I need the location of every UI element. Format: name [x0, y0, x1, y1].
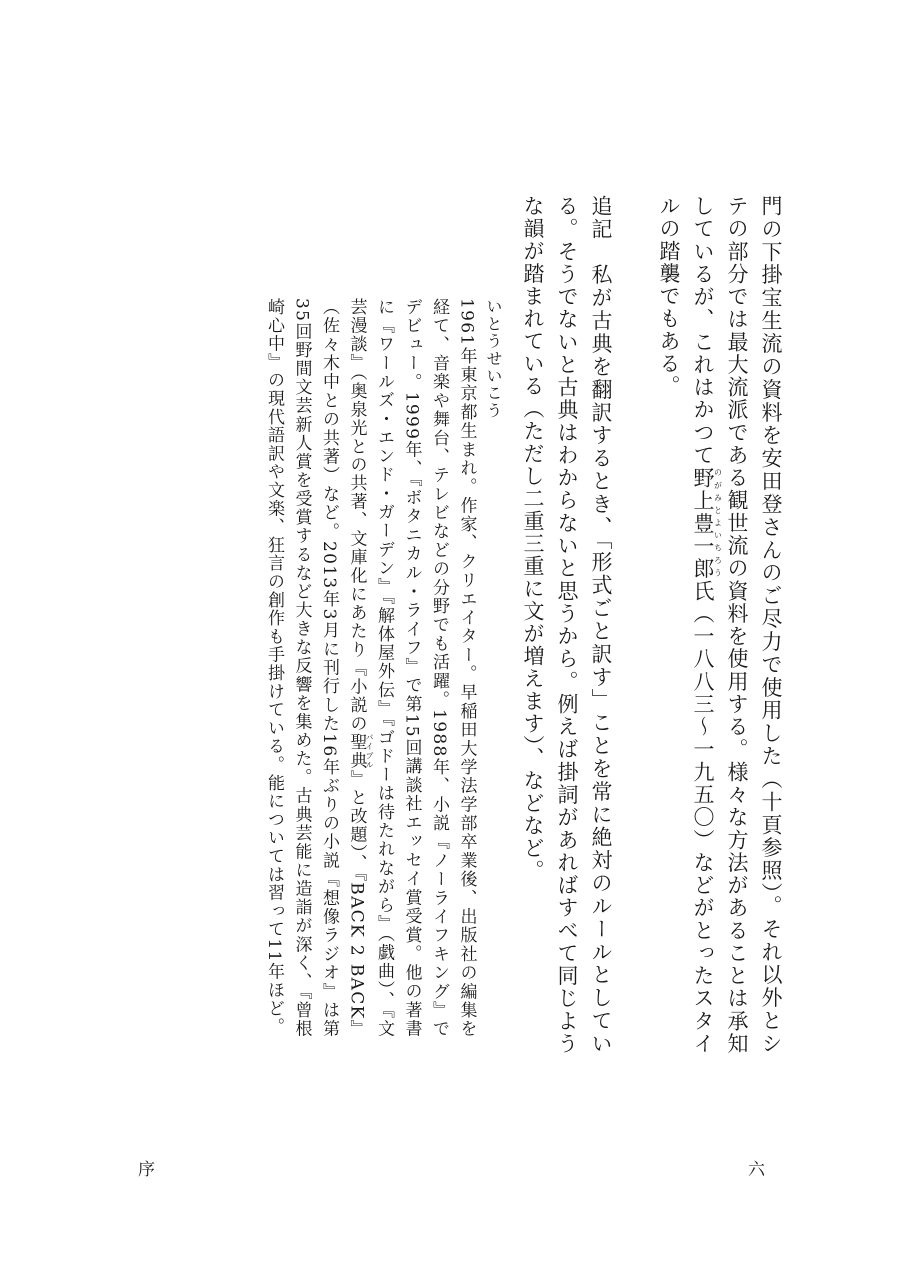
postscript-text: 私が古典を翻訳するとき、「形式ごと訳す」ことを常に絶対のルールとしている。そうでないと古典はわからないと思うから。例えば掛詞があればすべて同じような韻が踏まれている（ただし二重三重に文が増えます）、などなど。	[521, 195, 613, 1056]
author-bio	[260, 298, 480, 1038]
paragraph-spacer	[618, 195, 652, 1055]
postscript-label: 追記	[589, 195, 613, 241]
author-bio-part1: 1961年東京都生まれ。作家、クリエイター。早稲田大学法学部卒業後、出版社の編集を経て、音楽や舞台、テレビなどの分野でも活躍。1988年、小説『ノーライフキング』でデビュー。1999年、『ボタニカル・ライフ』で第15回講談社エッセイ賞受賞。他の著書に『ワールズ・エンド・ガーデン』『解体屋外伝』『ゴドーは待たれながら』（戯曲）、『文芸漫談』（奥泉光との共著、文庫化にあたり『小説の	[346, 298, 477, 1038]
author-profile	[260, 298, 508, 1038]
nogami-name: 野上豊一郎	[691, 466, 715, 580]
section-label: 序	[138, 1160, 155, 1180]
main-paragraph-text: 門の下掛宝生流の資料を安田登さんのご尽力で使用した（十頁参照）。それ以外とシテの部分では最大流派である観世流の資料を使用する。様々な方法があることは承知しているが、これはかつて	[691, 195, 783, 1055]
author-bio-part2: 』と改題）、『BACK 2 BACK』（佐々木中との共著）など。2013年3月に刊行した16年ぶりの小説『想像ラジオ』は第35回野間文芸新人賞を受賞するなど大きな反響を集めた。古典芸能に造詣が深く、『曾根崎心中』の現代語訳や文楽、狂言の創作も手掛けている。能については習って11年ほど。	[264, 298, 367, 1038]
seiten-word: 聖典	[346, 732, 367, 770]
nogami-furigana: のがみとよいちろう	[713, 466, 723, 580]
postscript-paragraph	[516, 195, 618, 1055]
author-name-reading: いとうせいこう	[484, 298, 503, 420]
page-number: 六	[748, 1160, 765, 1180]
seiten-ruby	[346, 732, 374, 770]
main-paragraph-end: 氏（一八八三〜一九五〇）などがとったスタイルの踏襲でもある。	[657, 195, 715, 1056]
main-paragraph	[652, 195, 788, 1055]
seiten-furigana: バイブル	[365, 732, 374, 770]
main-text-block	[516, 195, 788, 1055]
nogami-ruby	[691, 466, 723, 580]
